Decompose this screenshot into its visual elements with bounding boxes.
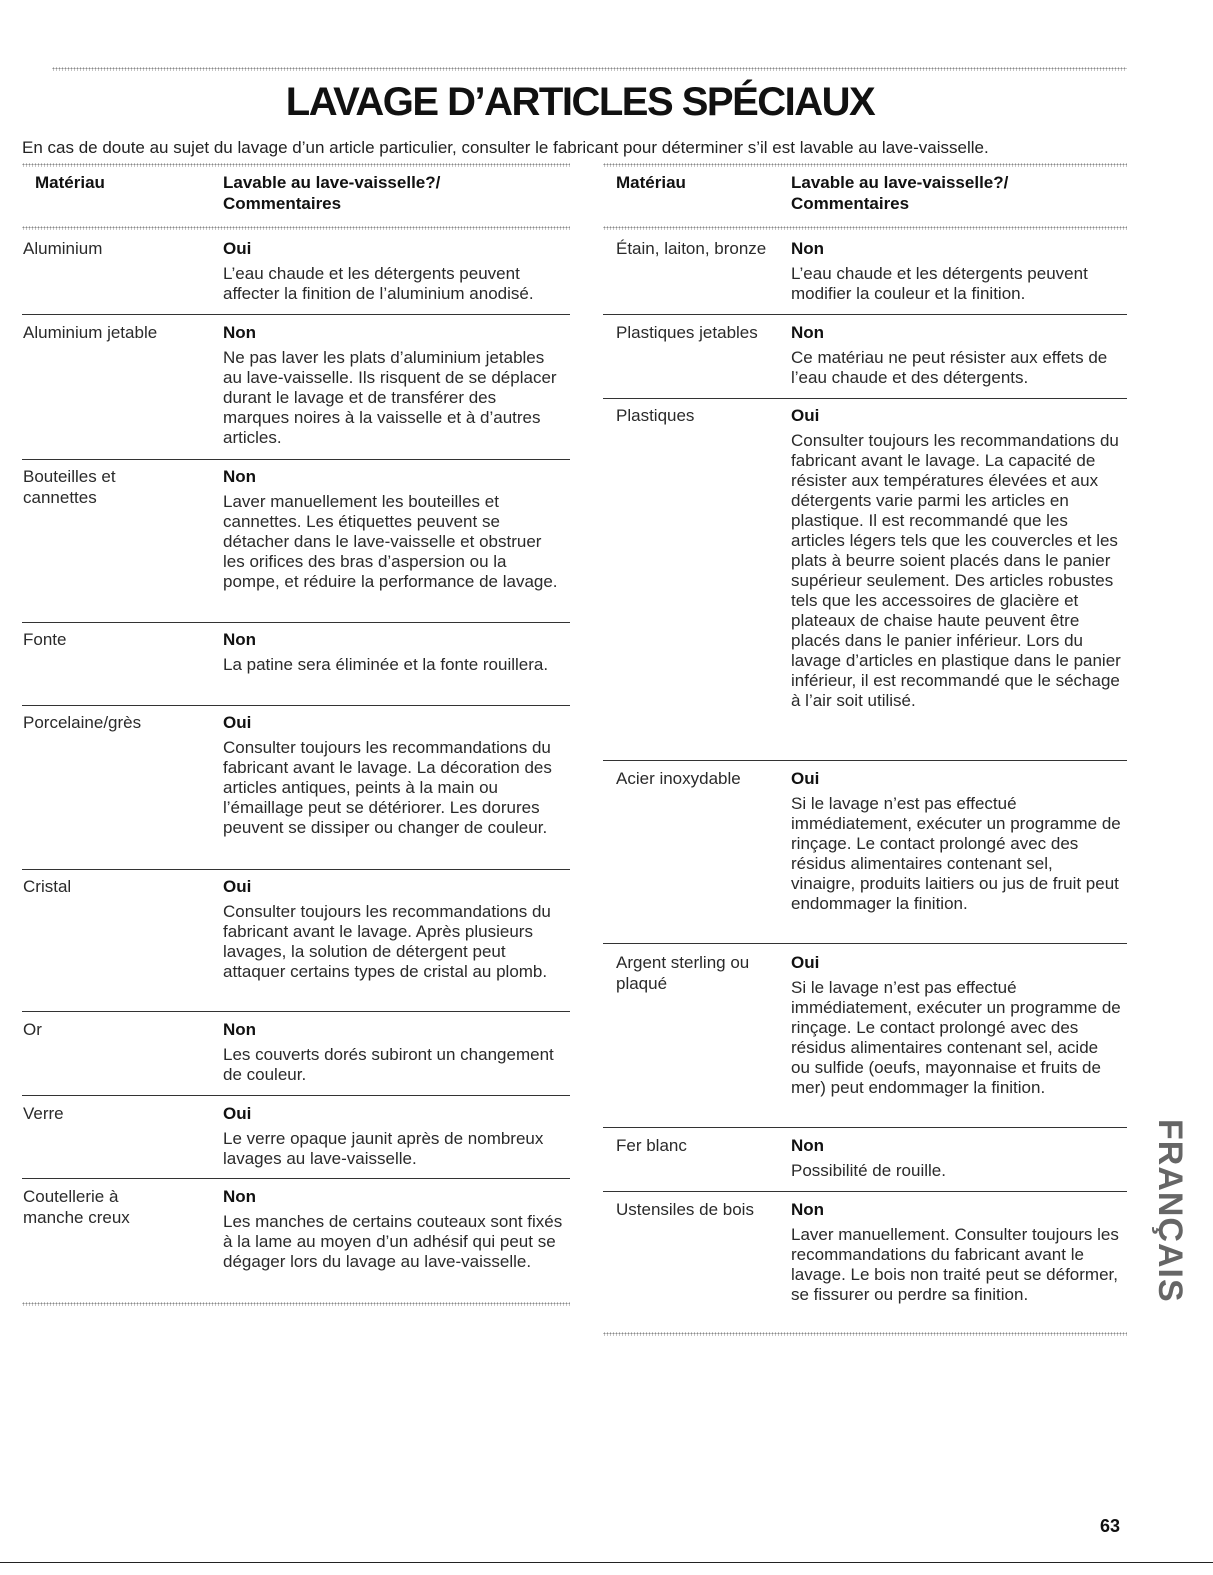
row-divider (603, 1127, 1127, 1128)
answer-cell: Non (791, 1136, 825, 1155)
row-divider (22, 314, 570, 315)
answer-cell: Non (223, 630, 257, 649)
left-table-bottom-rule (22, 1302, 570, 1306)
answer-cell: Non (791, 239, 825, 258)
left-table-top-rule (22, 163, 570, 167)
comment-cell: Ce matériau ne peut résister aux effets de l’eau chaude et des détergents. (791, 348, 1108, 387)
row-divider (603, 760, 1127, 761)
answer-cell: Oui (791, 769, 820, 788)
material-cell: Aluminium (23, 239, 103, 258)
material-cell: Plastiques jetables (616, 323, 758, 342)
material-cell: Or (23, 1020, 42, 1039)
material-cell: Coutellerie à manche creux (23, 1187, 130, 1227)
material-cell: Fonte (23, 630, 67, 649)
material-cell: Ustensiles de bois (616, 1200, 754, 1219)
comment-cell: Les manches de certains couteaux sont fixés à la lame au moyen d’un adhésif qui peut se dégager lors du lavage au lave-vaisselle. (223, 1212, 563, 1271)
answer-cell: Non (223, 467, 257, 486)
row-divider (22, 869, 570, 870)
material-cell: Fer blanc (616, 1136, 687, 1155)
row-divider (603, 1191, 1127, 1192)
comment-cell: Consulter toujours les recommandations du fabricant avant le lavage. La capacité de résister aux températures élevées et aux détergents varie parmi les articles en plastique. Il est recommandé que les articles légers tels que les couvercles et les plats à beurre soient placés dans le panier supérieur seulement. Des articles robustes tels que les accessoires de glacière et plateaux de chaise haute peuvent être placés dans le panier inférieur. Lors du lavage d’articles en plastique dans le panier inférieur, il est recommandé que le séchage à l’air soit utilisé. (791, 431, 1121, 710)
row-divider (22, 459, 570, 460)
answer-cell: Oui (791, 953, 820, 972)
comment-cell: La patine sera éliminée et la fonte rouillera. (223, 655, 549, 674)
row-divider (22, 705, 570, 706)
right-table-top-rule (603, 163, 1127, 167)
right-header-material: Matériau (616, 173, 686, 192)
comment-cell: L’eau chaude et les détergents peuvent affecter la finition de l’aluminium anodisé. (223, 264, 534, 303)
answer-cell: Non (223, 1020, 257, 1039)
comment-cell: Si le lavage n’est pas effectué immédiatement, exécuter un programme de rinçage. Le contact prolongé avec des résidus alimentaires contenant sel, vinaigre, produits laitiers ou jus de fruit peut endommager la finition. (791, 794, 1121, 913)
right-header-washable: Lavable au lave-vaisselle?/ Commentaires (791, 173, 1009, 213)
answer-cell: Oui (791, 406, 820, 425)
answer-cell: Non (223, 1187, 257, 1206)
language-side-label: FRANÇAIS (1151, 1119, 1189, 1303)
material-cell: Étain, laiton, bronze (616, 239, 767, 258)
answer-cell: Non (791, 1200, 825, 1219)
row-divider (22, 1178, 570, 1179)
material-cell: Cristal (23, 877, 72, 896)
right-header-rule (603, 226, 1127, 230)
material-cell: Argent sterling ou plaqué (616, 953, 750, 993)
comment-cell: Si le lavage n’est pas effectué immédiatement, exécuter un programme de rinçage. Le contact prolongé avec des résidus alimentaires contenant sel, acide ou sulfide (oeufs, mayonnaise et fruits de mer) peut endommager la finition. (791, 978, 1121, 1097)
row-divider (22, 1011, 570, 1012)
comment-cell: Laver manuellement les bouteilles et cannettes. Les étiquettes peuvent se détacher dans le lave-vaisselle et obstruer les orifices des bras d’aspersion ou la pompe, et réduire la performance de lavage. (223, 492, 558, 591)
comment-cell: Consulter toujours les recommandations du fabricant avant le lavage. Après plusieurs lavages, la solution de détergent peut attaquer certains types de cristal au plomb. (223, 902, 551, 981)
comment-cell: L’eau chaude et les détergents peuvent modifier la couleur et la finition. (791, 264, 1088, 303)
left-header-washable: Lavable au lave-vaisselle?/ Commentaires (223, 173, 441, 213)
row-divider (603, 943, 1127, 944)
row-divider (603, 398, 1127, 399)
comment-cell: Possibilité de rouille. (791, 1161, 946, 1180)
answer-cell: Non (791, 323, 825, 342)
material-cell: Bouteilles et cannettes (23, 467, 116, 507)
intro-paragraph: En cas de doute au sujet du lavage d’un article particulier, consulter le fabricant pour déterminer s’il est lavable au lave-vaisselle. (22, 138, 989, 157)
answer-cell: Oui (223, 877, 252, 896)
comment-cell: Laver manuellement. Consulter toujours les recommandations du fabricant avant le lavage. Le bois non traité peut se déformer, se fissurer ou perdre sa finition. (791, 1225, 1119, 1304)
left-header-rule (22, 226, 570, 230)
page-number: 63 (1100, 1516, 1121, 1536)
top-dotted-rule (52, 67, 1127, 71)
answer-cell: Non (223, 323, 257, 342)
answer-cell: Oui (223, 713, 252, 732)
material-cell: Porcelaine/grès (23, 713, 142, 732)
material-cell: Verre (23, 1104, 64, 1123)
comment-cell: Le verre opaque jaunit après de nombreux lavages au lave-vaisselle. (223, 1129, 544, 1168)
material-cell: Aluminium jetable (23, 323, 158, 342)
comment-cell: Ne pas laver les plats d’aluminium jetables au lave-vaisselle. Ils risquent de se déplacer durant le lavage et de transférer des marques noires à la vaisselle et à d’autres articles. (223, 348, 557, 447)
material-cell: Acier inoxydable (616, 769, 741, 788)
row-divider (22, 622, 570, 623)
right-table-bottom-rule (603, 1332, 1127, 1336)
answer-cell: Oui (223, 1104, 252, 1123)
comment-cell: Consulter toujours les recommandations du fabricant avant le lavage. La décoration des articles antiques, peints à la main ou l’émaillage peut se détériorer. Les dorures peuvent se dissiper ou changer de couleur. (223, 738, 552, 837)
bottom-rule (0, 1562, 1213, 1563)
comment-cell: Les couverts dorés subiront un changement de couleur. (223, 1045, 554, 1084)
material-cell: Plastiques (616, 406, 695, 425)
left-header-material: Matériau (35, 173, 105, 192)
page-title: LAVAGE D’ARTICLES SPÉCIAUX (285, 80, 875, 124)
answer-cell: Oui (223, 239, 252, 258)
row-divider (22, 1095, 570, 1096)
row-divider (603, 314, 1127, 315)
